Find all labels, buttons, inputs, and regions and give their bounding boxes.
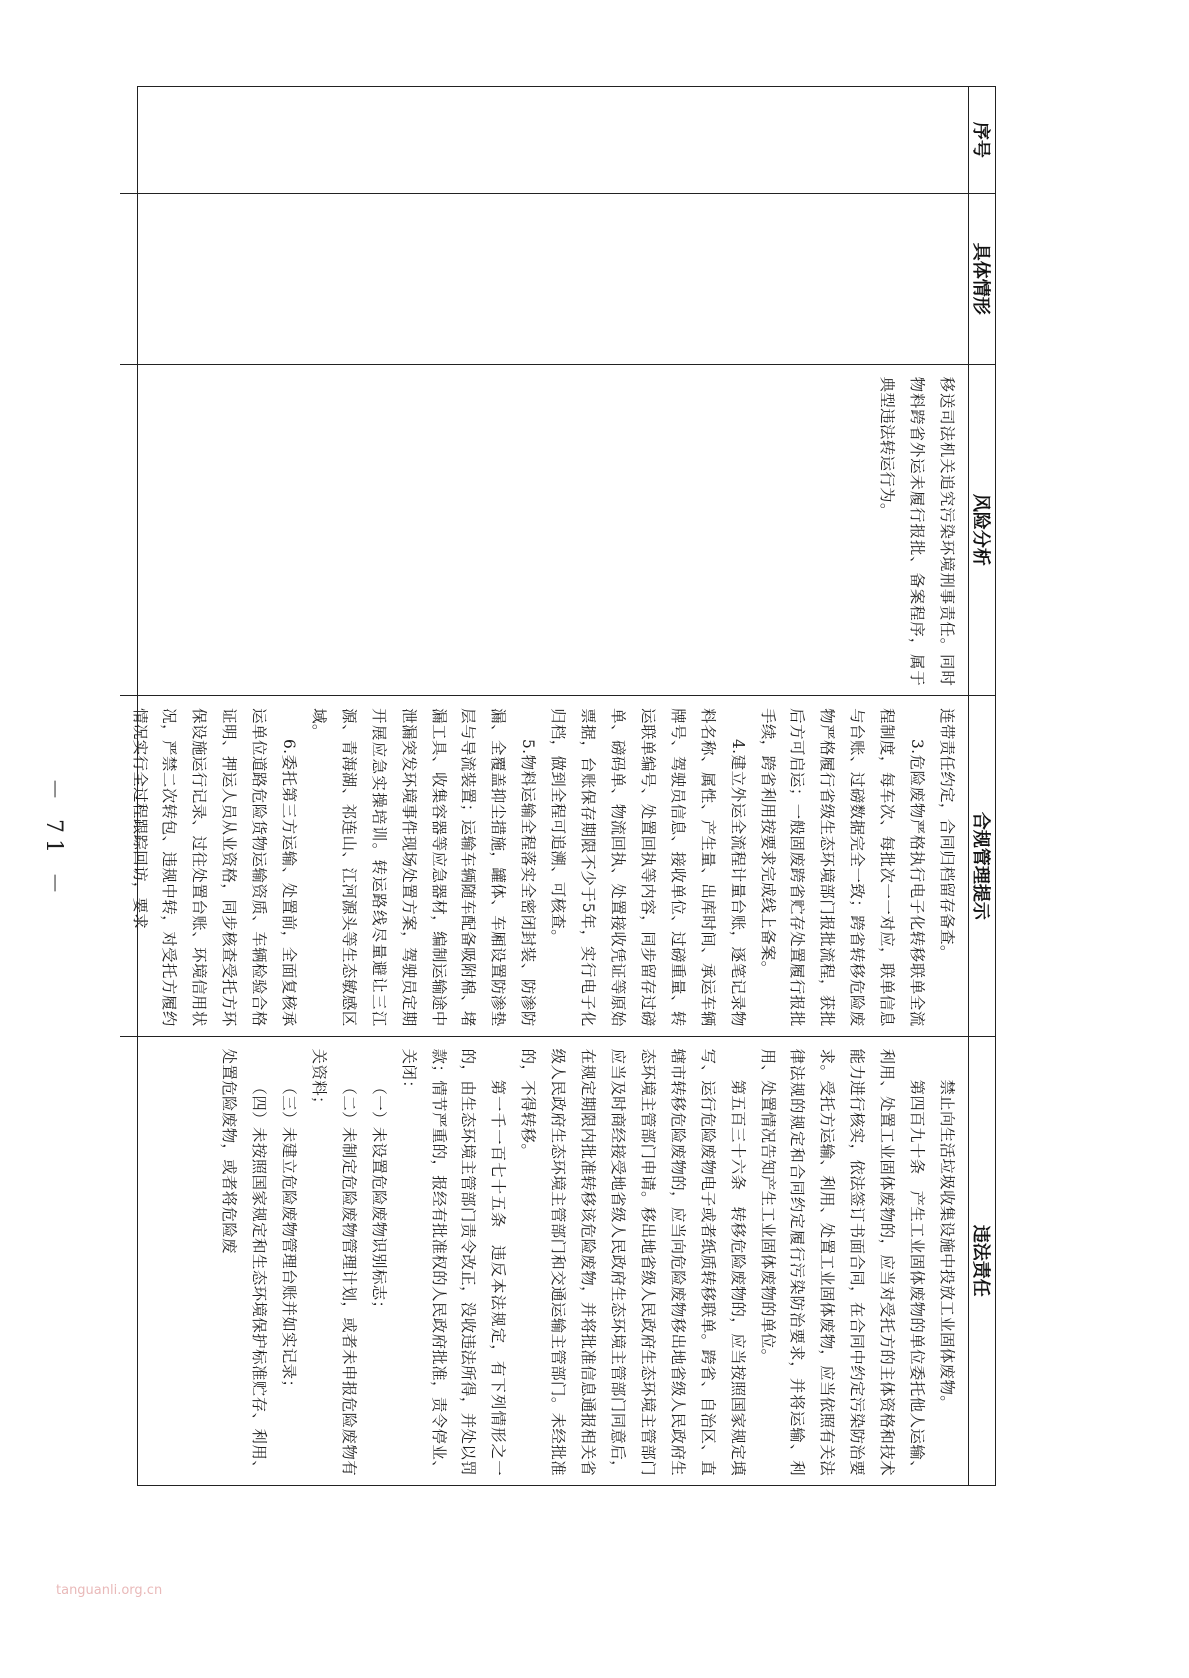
liability-para-3: 第五百三十六条 转移危险废物的，应当按照国家规定填写、运行危险废物电子或者纸质转移联单。跨省、自治区、直辖市转移危险废物的，应当向危险废物移出地省级人民政府生态环境主管部门申请。移出地省级人民政府生态环境主管部门应当及时商经接受地省级人民政府生态环境主管部门同意后，在规定期限内批准转移该危险废物，并将批准信息通报相关省级人民政府生态环境主管部门和交通运输主管部门。未经批准的，不得转移。 <box>519 1048 747 1476</box>
table-header-row <box>968 87 995 1485</box>
liability-item-4: （四）未按照国家规定和生态环境保护标准贮存、利用、处置危险废物，或者将危险废 <box>220 1048 269 1476</box>
liability-para-4: 第一千一百七十五条 违反本法规定，有下列情形之一的，由生态环境主管部门责令改正，没收违法所得，并处以罚款；情节严重的，报经有批准权的人民政府批准，责令停业、关闭： <box>399 1048 508 1476</box>
page-number: － 71 － <box>41 778 66 900</box>
table-row <box>120 87 968 1485</box>
cell-seq <box>120 87 968 194</box>
header-seq: 序号 <box>969 87 995 194</box>
compliance-para-2: 3.危险废物严格执行电子化转移联单全流程制度，每车次、每批次一一对应，联单信息与台账、过磅数据完全一致；跨省转移危险废物严格履行省级生态环境部门报批流程，获批后方可启运；一般固废跨省贮存处置履行报批手续，跨省利用按要求完成线上备案。 <box>758 708 927 1027</box>
header-situation: 具体情形 <box>969 194 995 365</box>
compliance-para-1: 连带责任约定，合同归档留存备查。 <box>938 708 956 961</box>
liability-item-1: （一）未设置危险废物识别标志； <box>369 1079 388 1317</box>
cell-liability <box>120 1037 968 1485</box>
header-compliance: 合规管理提示 <box>969 696 995 1037</box>
compliance-para-3: 4.建立外运全流程计量台账，逐笔记录物料名称、属性、产生量、出库时间、承运车辆牌号、驾驶员信息、接收单位、过磅重量、转运联单编号、处置回执等内容，同步留存过磅单、磅码单、物流回执、处置接收凭证等原始票据，台账保存期限不少于5年，实行电子化归档，做到全程可追溯、可核查。 <box>549 708 747 1027</box>
watermark: tanguanli.org.cn <box>56 1583 163 1598</box>
risk-text: 移送司法机关追究污染环境刑事责任。同时物料跨省外运未履行报批、备案程序，属于典型违法转运行为。 <box>878 376 956 687</box>
cell-risk <box>120 365 968 697</box>
compliance-para-5: 6.委托第三方运输、处置前，全面复核承运单位道路危险货物运输资质、车辆检验合格证明、押运人员从业资格，同步核查受托方环保设施运行记录、过往处置台账、环境信用状况，严禁二次转包、违规中转，对受托方履约情况实行全过程跟踪回访，要求 <box>130 708 299 1027</box>
header-risk: 风险分析 <box>969 365 995 697</box>
liability-item-3: （三）未建立危险废物管理台账并如实记录； <box>280 1079 299 1396</box>
regulation-table <box>130 86 996 1486</box>
header-liability: 违法责任 <box>970 1224 991 1297</box>
liability-para-1: 禁止向生活垃圾收集设施中投放工业固体废物。 <box>938 1079 956 1412</box>
cell-situation <box>120 194 968 365</box>
liability-para-2: 第四百九十条 产生工业固体废物的单位委托他人运输、利用、处置工业固体废物的，应当对受托方的主体资格和技术能力进行核实，依法签订书面合同，在合同中约定污染防治要求。受托方运输、利用、处置工业固体废物，应当依照有关法律法规的规定和合同约定履行污染防治要求，并将运输、利用、处置情况告知产生工业固体废物的单位。 <box>758 1048 927 1476</box>
liability-item-2: （二）未制定危险废物管理计划，或者未申报危险废物有关资料； <box>309 1048 358 1476</box>
cell-compliance <box>120 696 968 1037</box>
compliance-para-4: 5.物料运输全程落实全密闭封装、防渗防漏、全覆盖抑尘措施，罐体、车厢设置防渗垫层与导流装置；运输车辆随车配备吸附棉、堵漏工具、收集容器等应急器材，编制运输途中泄漏突发环境事件现场处置方案，驾驶员定期开展应急实操培训。转运路线尽量避让三江源、青海湖、祁连山、江河源头等生态敏感区域。 <box>309 708 538 1027</box>
